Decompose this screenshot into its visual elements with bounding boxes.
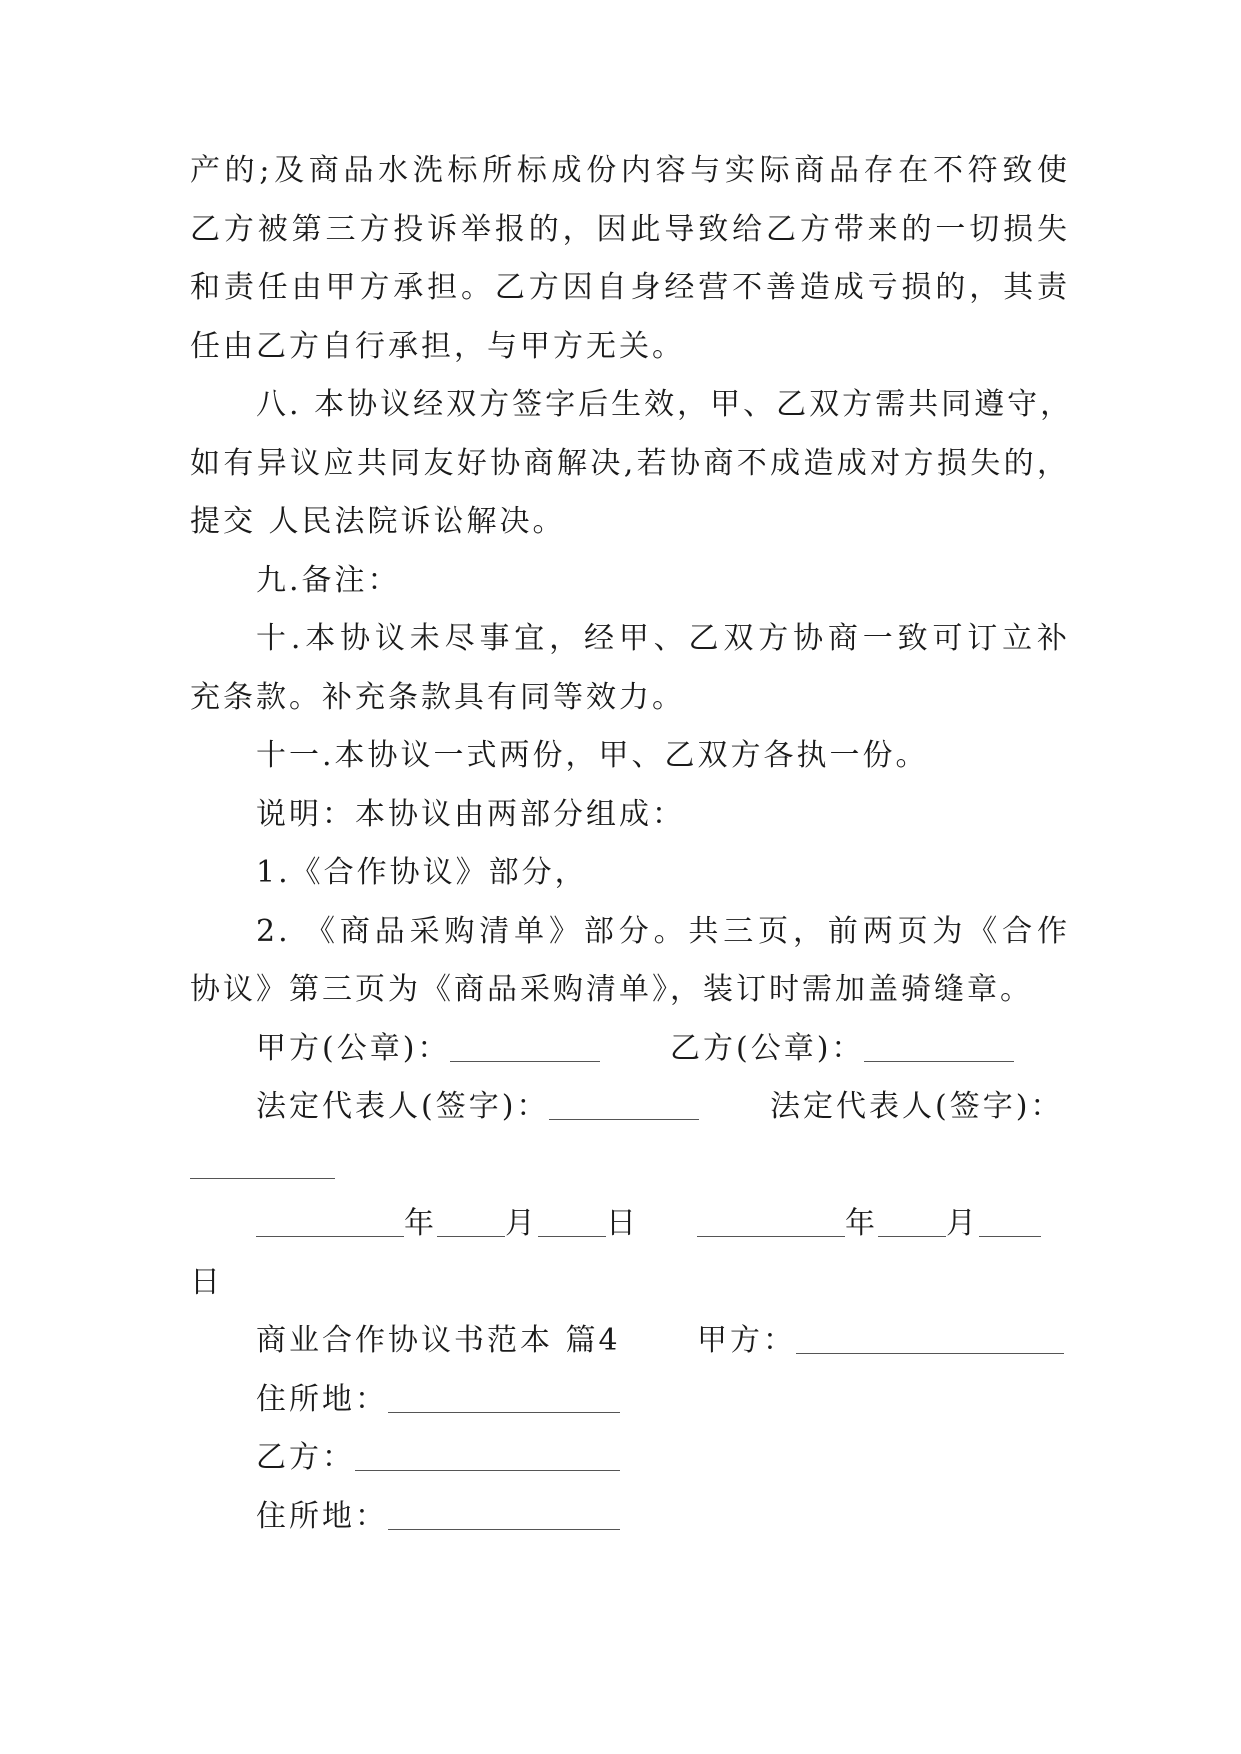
note-heading: 说明：本协议由两部分组成： (256, 797, 685, 832)
date-b-day-blank (979, 1206, 1041, 1237)
body-line-2: 乙方被第三方投诉举报的，因此导致给乙方带来的一切损失 (190, 212, 1070, 247)
next-party-b-blank (355, 1440, 620, 1471)
party-a-seal-blank (450, 1031, 600, 1062)
body-line-1: 产的;及商品水洗标所标成份内容与实际商品存在不符致使 (190, 153, 1070, 188)
legal-rep-a-blank (549, 1089, 699, 1120)
address-2-blank (388, 1499, 620, 1530)
party-a-seal-row (256, 1029, 600, 1069)
body-line-4: 任由乙方自行承担，与甲方无关。 (190, 329, 685, 364)
date-a-month-blank (437, 1206, 505, 1237)
party-b-seal-label: 乙方(公章)： (670, 1031, 865, 1066)
clause-9: 九.备注： (256, 563, 401, 598)
date-a-month-label: 月 (505, 1206, 538, 1241)
next-party-a-label: 甲方： (697, 1323, 796, 1358)
party-a-seal-label: 甲方(公章)： (256, 1031, 451, 1066)
clause-8-line-3: 提交 人民法院诉讼解决。 (190, 504, 566, 539)
next-section-title: 商业合作协议书范本 篇4 (256, 1323, 621, 1358)
note-item-2-line-2: 协议》第三页为《商品采购清单》，装订时需加盖骑缝章。 (190, 972, 1033, 1007)
legal-rep-a-row (256, 1087, 699, 1127)
address-1-label: 住所地： (256, 1382, 388, 1417)
party-b-seal-blank (864, 1031, 1014, 1062)
date-b-day-row (190, 1263, 223, 1303)
clause-10-line-1: 十.本协议未尽事宜，经甲、乙双方协商一致可订立补 (256, 621, 1070, 656)
date-a-year-label: 年 (404, 1206, 437, 1241)
legal-rep-b-blank-row (190, 1146, 335, 1186)
address-2-label: 住所地： (256, 1499, 388, 1534)
date-a-year-blank (256, 1206, 404, 1237)
note-item-2-line-1: 2. 《商品采购清单》部分。共三页，前两页为《合作 (256, 914, 1070, 949)
next-party-a-row (697, 1321, 1064, 1361)
date-b-month-label: 月 (946, 1206, 979, 1241)
note-item-1: 1.《合作协议》部分， (256, 855, 588, 890)
legal-rep-b-label: 法定代表人(签字)： (770, 1089, 1064, 1124)
date-a-day-label: 日 (606, 1206, 639, 1241)
date-b-day-label: 日 (190, 1265, 223, 1300)
date-b-row (697, 1204, 1041, 1244)
date-a-day-blank (538, 1206, 606, 1237)
address-2-row (256, 1497, 620, 1537)
body-line-3: 和责任由甲方承担。乙方因自身经营不善造成亏损的，其责 (190, 270, 1070, 305)
legal-rep-a-label: 法定代表人(签字)： (256, 1089, 550, 1124)
date-b-month-blank (878, 1206, 946, 1237)
address-1-row (256, 1380, 620, 1420)
next-party-a-blank (796, 1323, 1064, 1354)
legal-rep-b-row (770, 1087, 1063, 1127)
next-party-b-row (256, 1438, 620, 1478)
date-b-year-label: 年 (845, 1206, 878, 1241)
legal-rep-b-blank (190, 1148, 335, 1179)
date-b-year-blank (697, 1206, 845, 1237)
date-a-row (256, 1204, 639, 1244)
clause-10-line-2: 充条款。补充条款具有同等效力。 (190, 680, 685, 715)
clause-8-line-2: 如有异议应共同友好协商解决,若协商不成造成对方损失的， (190, 446, 1070, 481)
clause-8-line-1: 八. 本协议经双方签字后生效，甲、乙双方需共同遵守， (256, 387, 1074, 422)
party-b-seal-row (670, 1029, 1014, 1069)
address-1-blank (388, 1382, 620, 1413)
next-party-b-label: 乙方： (256, 1440, 355, 1475)
clause-11: 十一.本协议一式两份，甲、乙双方各执一份。 (256, 738, 929, 773)
